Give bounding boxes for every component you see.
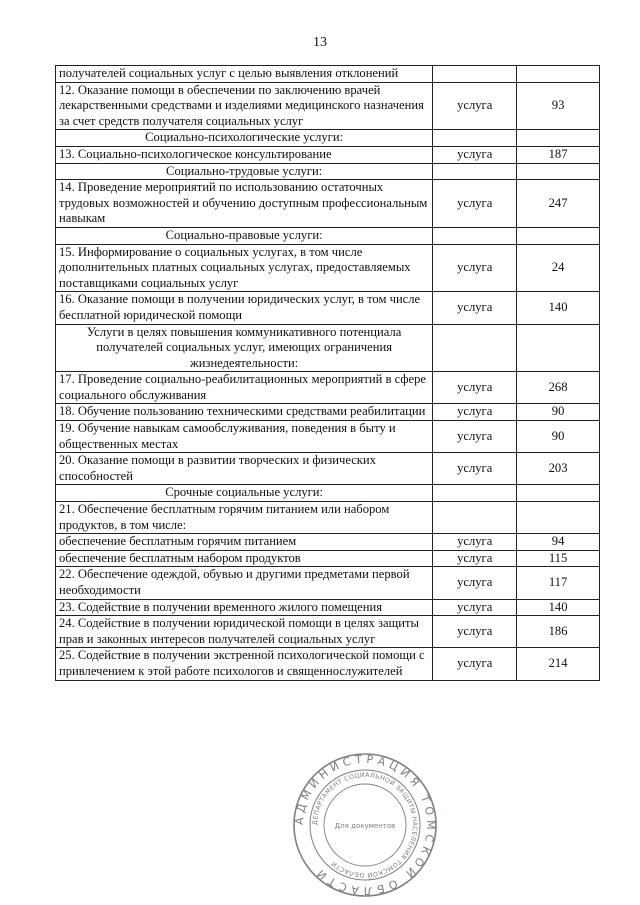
value-cell: 117 [517,567,600,599]
service-name-cell: 16. Оказание помощи в получении юридических услуг, в том числе бесплатной юридической помощи [56,292,433,324]
value-cell: 187 [517,146,600,163]
value-cell: 90 [517,421,600,453]
unit-cell: услуга [433,421,517,453]
section-header-row [56,485,600,502]
section-value-cell [517,130,600,147]
unit-cell: услуга [433,372,517,404]
value-cell: 24 [517,244,600,292]
service-name-cell: 20. Оказание помощи в развитии творческих и физических способностей [56,453,433,485]
value-cell: 203 [517,453,600,485]
unit-cell: услуга [433,453,517,485]
table-row [56,82,600,130]
stamp-inner-text: ДЕПАРТАМЕНТ СОЦИАЛЬНОЙ ЗАЩИТЫ НАСЕЛЕНИЯ ТОМСКОЙ ОБЛАСТИ [311,771,419,879]
service-name-cell: 12. Оказание помощи в обеспечении по заключению врачей лекарственными средствами и изделиями медицинского назначения за счет средств получателя социальных услуг [56,82,433,130]
service-name-cell: 18. Обучение пользованию техническими средствами реабилитации [56,404,433,421]
section-title: Социально-психологические услуги: [56,130,433,147]
value-cell: 140 [517,292,600,324]
table-row [56,534,600,551]
section-header-row [56,130,600,147]
service-name-cell: 25. Содействие в получении экстренной психологической помощи с привлечением к этой работе психологов и священнослужителей [56,648,433,680]
section-unit-cell [433,130,517,147]
unit-cell: услуга [433,146,517,163]
table-row [56,244,600,292]
table-row [56,292,600,324]
service-name-cell: 24. Содействие в получении юридической помощи в целях защиты прав и законных интересов получателей социальных услуг [56,616,433,648]
table-row [56,599,600,616]
table-row [56,404,600,421]
value-cell: 90 [517,404,600,421]
services-table-body [56,66,600,681]
value-cell [517,502,600,534]
value-cell [517,66,600,83]
value-cell: 268 [517,372,600,404]
table-row [56,146,600,163]
value-cell: 115 [517,550,600,567]
unit-cell [433,66,517,83]
section-value-cell [517,163,600,180]
services-table [55,65,600,681]
value-cell: 214 [517,648,600,680]
value-cell: 247 [517,180,600,228]
value-cell: 186 [517,616,600,648]
service-name-cell: 19. Обучение навыкам самообслуживания, поведения в быту и общественных местах [56,421,433,453]
service-name-cell: 21. Обеспечение бесплатным горячим питанием или набором продуктов, в том числе: [56,502,433,534]
unit-cell: услуга [433,567,517,599]
section-value-cell [517,324,600,372]
section-unit-cell [433,485,517,502]
stamp-center-text: Для документов [334,822,396,830]
section-title: Срочные социальные услуги: [56,485,433,502]
value-cell: 93 [517,82,600,130]
service-name-cell: 22. Обеспечение одеждой, обувью и другими предметами первой необходимости [56,567,433,599]
service-name-cell: 13. Социально-психологическое консультирование [56,146,433,163]
section-title: Услуги в целях повышения коммуникативного потенциала получателей социальных услуг, имеющих ограничения жизнедеятельности: [56,324,433,372]
unit-cell: услуга [433,404,517,421]
service-name-cell: обеспечение бесплатным горячим питанием [56,534,433,551]
table-row [56,567,600,599]
unit-cell: услуга [433,550,517,567]
service-name-cell: обеспечение бесплатным набором продуктов [56,550,433,567]
unit-cell: услуга [433,82,517,130]
service-name-cell: 14. Проведение мероприятий по использованию остаточных трудовых возможностей и обучению доступным профессиональным навыкам [56,180,433,228]
section-title: Социально-правовые услуги: [56,227,433,244]
service-name-cell: 23. Содействие в получении временного жилого помещения [56,599,433,616]
section-header-row [56,163,600,180]
unit-cell: услуга [433,180,517,228]
table-row [56,180,600,228]
unit-cell: услуга [433,244,517,292]
service-name-cell: получателей социальных услуг с целью выявления отклонений [56,66,433,83]
section-value-cell [517,485,600,502]
service-name-cell: 17. Проведение социально-реабилитационных мероприятий в сфере социального обслуживания [56,372,433,404]
service-name-cell: 15. Информирование о социальных услугах, в том числе дополнительных платных социальных услугах, предоставляемых поставщиками социальных услуг [56,244,433,292]
page-number: 13 [313,35,327,50]
section-title: Социально-трудовые услуги: [56,163,433,180]
section-unit-cell [433,227,517,244]
unit-cell: услуга [433,616,517,648]
stamp-seal [292,752,438,898]
unit-cell: услуга [433,292,517,324]
table-row [56,453,600,485]
section-header-row [56,227,600,244]
unit-cell: услуга [433,599,517,616]
section-header-row [56,324,600,372]
table-row [56,648,600,680]
value-cell: 94 [517,534,600,551]
section-unit-cell [433,324,517,372]
unit-cell [433,502,517,534]
table-row [56,616,600,648]
unit-cell: услуга [433,648,517,680]
value-cell: 140 [517,599,600,616]
stamp-outer-text: АДМИНИСТРАЦИЯ ТОМСКОЙ ОБЛАСТИ [292,752,438,898]
table-row [56,421,600,453]
table-row [56,372,600,404]
table-row [56,550,600,567]
section-unit-cell [433,163,517,180]
section-value-cell [517,227,600,244]
table-row [56,502,600,534]
table-row [56,66,600,83]
unit-cell: услуга [433,534,517,551]
